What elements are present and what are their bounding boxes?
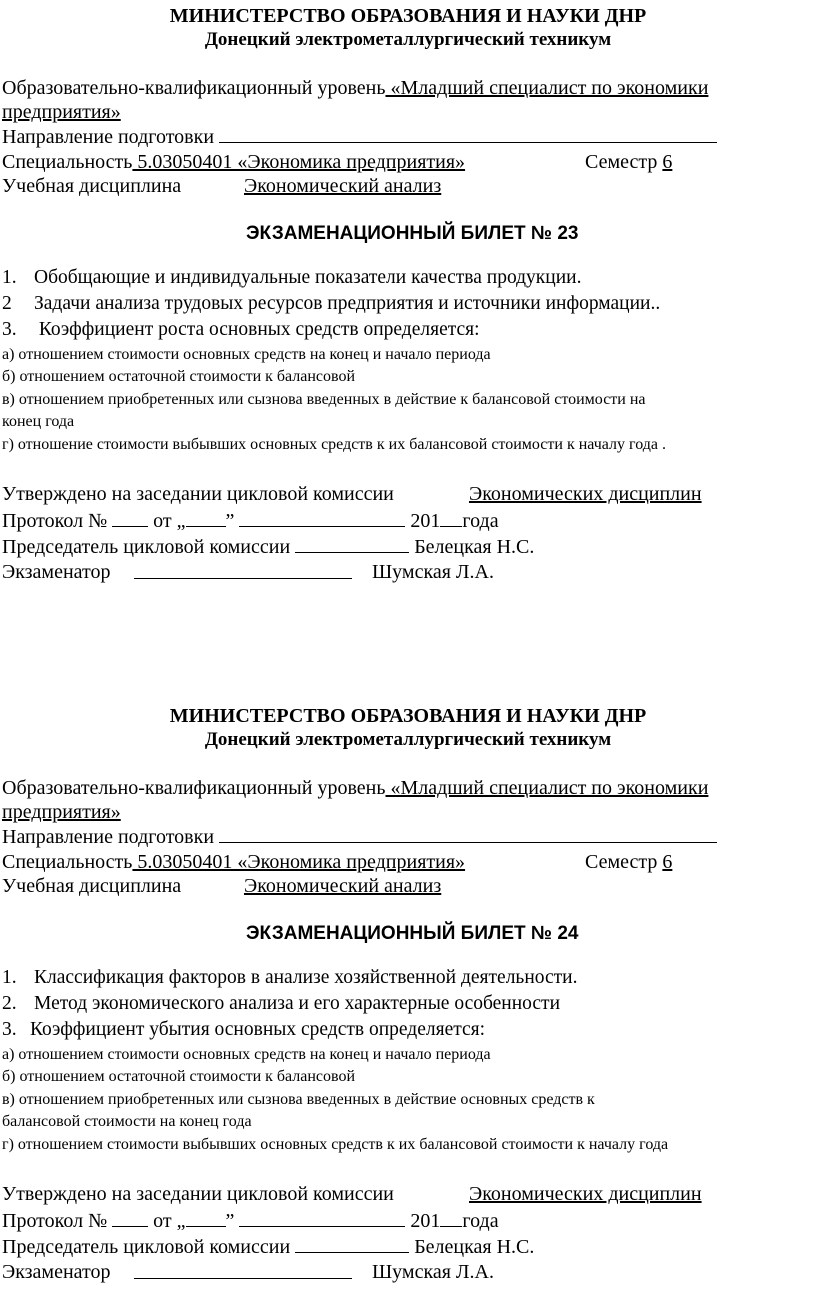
level-line (2, 776, 708, 800)
question-number: 3. (2, 1019, 17, 1040)
protocol-from: от „ (153, 1210, 186, 1232)
protocol-from: от „ (153, 510, 186, 532)
examiner-name-line (372, 560, 494, 584)
direction-line (2, 124, 717, 149)
chair-label: Председатель цикловой комиссии (2, 536, 291, 558)
protocol-year-suffix: года (462, 1210, 499, 1232)
question-text: Метод экономического анализа и его характерные особенности (34, 993, 561, 1014)
specialty-line (2, 850, 465, 874)
question-number: 3. (2, 319, 17, 340)
examiner-signature-blank (134, 560, 352, 579)
protocol-quote: ” (225, 510, 235, 532)
question-3 (2, 1018, 485, 1042)
answer-option: г) отношением стоимости выбывших основных средств к их балансовой стоимости к началу года (2, 1136, 669, 1153)
level-line (2, 76, 708, 100)
examiner-signature-blank (134, 1260, 352, 1279)
examiner-sign-line (134, 560, 352, 585)
question-1 (2, 266, 581, 290)
level-value: «Младший специалист по экономики (385, 77, 709, 99)
answer-option-cont: конец года (2, 413, 75, 430)
college-name: Донецкий электрометаллургический техникум (204, 729, 612, 750)
semester-line (585, 150, 672, 174)
direction-blank (219, 824, 717, 843)
protocol-quote: ” (225, 1210, 235, 1232)
level-line-cont (2, 100, 121, 124)
direction-label: Направление подготовки (2, 826, 215, 848)
protocol-number-blank (112, 508, 148, 527)
question-2 (2, 992, 560, 1016)
specialty-value: 5.03050401 «Экономика предприятия» (132, 151, 466, 173)
protocol-year-blank (440, 1208, 462, 1227)
answer-option-cont: балансовой стоимости на конец года (2, 1113, 252, 1130)
question-number: 1. (2, 967, 17, 988)
ministry-header: МИНИСТЕРСТВО ОБРАЗОВАНИЯ И НАУКИ ДНР (169, 5, 647, 27)
discipline-line (2, 174, 181, 198)
approved-line (2, 1182, 394, 1206)
discipline-value: Экономический анализ (244, 875, 442, 897)
protocol-label: Протокол № (2, 1210, 108, 1232)
answer-option: а) отношением стоимости основных средств на конец и начало периода (2, 346, 491, 363)
protocol-line (2, 508, 499, 533)
chair-name: Белецкая Н.С. (414, 536, 535, 558)
semester-value: 6 (662, 151, 673, 173)
approved-value-line (469, 1182, 702, 1206)
college-name: Донецкий электрометаллургический техникум (204, 29, 612, 50)
protocol-day-blank (186, 508, 226, 527)
approved-value: Экономических дисциплин (469, 1183, 702, 1205)
chair-label: Председатель цикловой комиссии (2, 1236, 291, 1258)
question-1 (2, 966, 578, 990)
approved-label: Утверждено на заседании цикловой комиссии (2, 483, 394, 505)
discipline-value-line (244, 174, 441, 198)
semester-label: Семестр (585, 851, 658, 873)
chair-signature-blank (295, 534, 409, 553)
answer-option: в) отношением приобретенных или сызнова введенных в действие основных средств к (2, 1091, 595, 1108)
protocol-year: 201 (410, 1210, 441, 1232)
question-number: 2 (2, 293, 12, 314)
semester-label: Семестр (585, 151, 658, 173)
direction-blank (219, 124, 717, 143)
ministry-header: МИНИСТЕРСТВО ОБРАЗОВАНИЯ И НАУКИ ДНР (169, 705, 647, 727)
protocol-month-blank (239, 508, 405, 527)
examiner-sign-line (134, 1260, 352, 1285)
semester-value: 6 (662, 851, 673, 873)
question-text: Коэффициент роста основных средств определяется: (34, 319, 480, 340)
specialty-label: Специальность (2, 851, 133, 873)
protocol-label: Протокол № (2, 510, 108, 532)
answer-option: б) отношением остаточной стоимости к балансовой (2, 1068, 356, 1085)
approved-value: Экономических дисциплин (469, 483, 702, 505)
question-3 (2, 318, 480, 342)
examiner-label: Экзаменатор (2, 1261, 111, 1283)
approved-label: Утверждено на заседании цикловой комиссии (2, 1183, 394, 1205)
chair-line (2, 534, 534, 559)
examiner-name: Шумская Л.А. (372, 1261, 494, 1283)
examiner-name: Шумская Л.А. (372, 561, 494, 583)
level-value-cont: предприятия» (2, 801, 121, 823)
level-line-cont (2, 800, 121, 824)
level-value-cont: предприятия» (2, 101, 121, 123)
question-text: Задачи анализа трудовых ресурсов предприятия и источники информации.. (34, 293, 661, 314)
discipline-line (2, 874, 181, 898)
specialty-label: Специальность (2, 151, 133, 173)
discipline-value: Экономический анализ (244, 175, 442, 197)
protocol-day-blank (186, 1208, 226, 1227)
protocol-year-suffix: года (462, 510, 499, 532)
protocol-month-blank (239, 1208, 405, 1227)
examiner-label: Экзаменатор (2, 561, 111, 583)
question-text: Классификация факторов в анализе хозяйственной деятельности. (34, 967, 578, 988)
answer-option: в) отношением приобретенных или сызнова введенных в действие к балансовой стоимости на (2, 391, 646, 408)
approved-line (2, 482, 394, 506)
discipline-label: Учебная дисциплина (2, 875, 182, 897)
level-value: «Младший специалист по экономики (385, 777, 709, 799)
direction-line (2, 824, 717, 849)
examiner-line (2, 1260, 111, 1284)
discipline-label: Учебная дисциплина (2, 175, 182, 197)
level-label: Образовательно-квалификационный уровень (2, 777, 386, 799)
level-label: Образовательно-квалификационный уровень (2, 77, 386, 99)
specialty-value: 5.03050401 «Экономика предприятия» (132, 851, 466, 873)
question-number: 2. (2, 993, 17, 1014)
ticket-title: ЭКЗАМЕНАЦИОННЫЙ БИЛЕТ № 24 (246, 923, 579, 944)
chair-line (2, 1234, 534, 1259)
semester-line (585, 850, 672, 874)
chair-signature-blank (295, 1234, 409, 1253)
answer-option: г) отношение стоимости выбывших основных средств к их балансовой стоимости к началу года . (2, 436, 666, 453)
answer-option: а) отношением стоимости основных средств на конец и начало периода (2, 1046, 491, 1063)
question-2 (2, 292, 660, 316)
protocol-line (2, 1208, 499, 1233)
answer-option: б) отношением остаточной стоимости к балансовой (2, 368, 356, 385)
protocol-year-blank (440, 508, 462, 527)
examiner-line (2, 560, 111, 584)
specialty-line (2, 150, 465, 174)
question-text: Обобщающие и индивидуальные показатели качества продукции. (34, 267, 582, 288)
question-number: 1. (2, 267, 17, 288)
examiner-name-line (372, 1260, 494, 1284)
chair-name: Белецкая Н.С. (414, 1236, 535, 1258)
approved-value-line (469, 482, 702, 506)
discipline-value-line (244, 874, 441, 898)
protocol-year: 201 (410, 510, 441, 532)
direction-label: Направление подготовки (2, 126, 215, 148)
protocol-number-blank (112, 1208, 148, 1227)
ticket-title: ЭКЗАМЕНАЦИОННЫЙ БИЛЕТ № 23 (246, 223, 579, 244)
question-text: Коэффициент убытия основных средств определяется: (30, 1019, 486, 1040)
